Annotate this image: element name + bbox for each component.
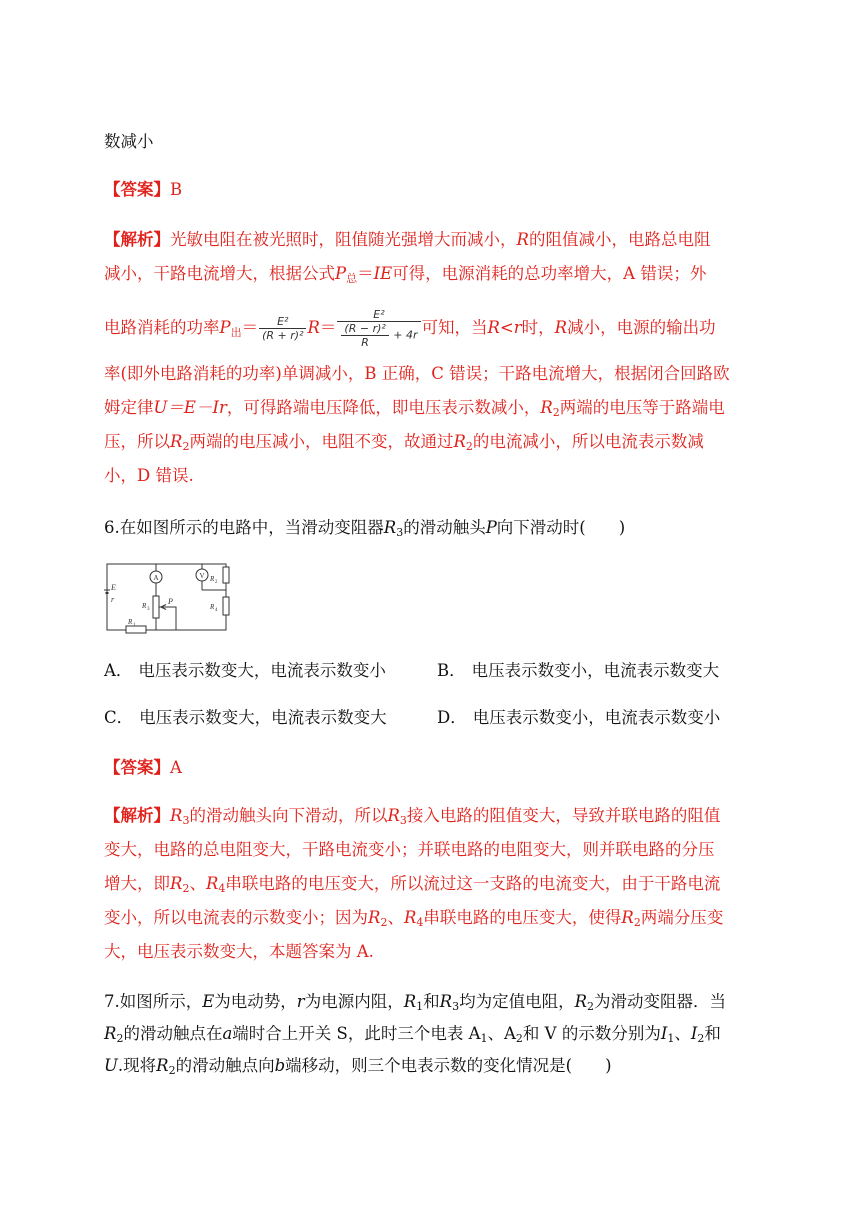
resistor-r4 — [223, 597, 229, 615]
denominator — [337, 321, 420, 349]
option-text: 电压表示数变小，电流表示数变大 — [471, 661, 720, 680]
sub: 1 — [667, 1032, 675, 1045]
text: 6.在如图所示的电路中，当滑动变阻器 — [104, 518, 384, 537]
formula: U＝E－Ir — [153, 398, 227, 417]
numerator: E² — [373, 308, 385, 321]
option-b[interactable] — [437, 659, 719, 683]
sub: 2 — [116, 1032, 124, 1045]
fraction-output-power-rearranged — [337, 308, 420, 349]
text: 增大，即 — [104, 874, 170, 893]
q6-analysis-line-2: 变大，电路的总电阻变大，干路电流变小；并联电路的电阻变大，则并联电路的分压 — [104, 840, 715, 859]
sub: 2 — [552, 406, 560, 419]
sub: 1 — [416, 1000, 424, 1013]
sub: 4 — [218, 882, 226, 895]
var: R — [554, 318, 568, 337]
option-text: 电压表示数变小，电流表示数变小 — [472, 708, 721, 727]
ammeter-label: A — [153, 574, 159, 582]
emf-label: E — [111, 583, 116, 592]
answer-tag: 【答案】 — [104, 758, 170, 777]
option-a[interactable] — [104, 659, 386, 683]
sub: 总 — [346, 272, 358, 285]
text: 、 — [189, 874, 206, 893]
var: E — [202, 992, 215, 1011]
rheostat-slider-wire — [159, 607, 176, 630]
sub: 2 — [697, 1032, 705, 1045]
continued-text: 数减小 — [104, 132, 154, 151]
q6-analysis-line-4 — [104, 906, 764, 930]
text: 两端的电压等于路端电 — [559, 398, 725, 417]
answer-tag: 【答案】 — [104, 180, 170, 199]
r2-sub: 2 — [215, 580, 218, 585]
text: 的阻值减小，电路总电阻 — [528, 230, 711, 249]
text: 可知，当 — [421, 318, 488, 337]
var: I — [690, 1024, 698, 1043]
sub: 3 — [396, 526, 404, 539]
var: R — [574, 992, 587, 1011]
option-text: 电压表示数变大，电流表示数变大 — [139, 708, 387, 727]
var: P — [219, 318, 231, 337]
text: ，可得路端电压降低，即电压表示数减小， — [226, 398, 541, 417]
var: R — [403, 992, 417, 1011]
r2-label: R — [210, 575, 215, 583]
text: 减小，干路电流增大，根据公式 — [104, 264, 335, 283]
var: R — [307, 318, 320, 337]
sub: 2 — [168, 1064, 176, 1077]
option-letter: B． — [437, 661, 466, 680]
text: 和 V 的示数分别为 — [522, 1024, 661, 1043]
sub: 出 — [230, 326, 242, 339]
r1-label: R — [128, 618, 133, 626]
var: R — [387, 806, 400, 825]
text: + 4r — [393, 328, 418, 342]
r3-sub: 3 — [147, 607, 150, 612]
q5-analysis-line-7: 小，D 错误. — [104, 466, 194, 485]
var: P — [485, 518, 497, 537]
option-text: 电压表示数变大，电流表示数变小 — [138, 661, 386, 680]
var: R — [621, 908, 634, 927]
var: R — [170, 874, 183, 893]
var: R — [156, 1056, 169, 1075]
sub: 3 — [399, 814, 407, 827]
sub: 2 — [587, 1000, 594, 1013]
q6-answer — [104, 756, 764, 780]
rheostat-r3 — [153, 596, 159, 618]
var: a — [222, 1024, 233, 1043]
analysis-tag: 【解析】 — [104, 230, 170, 249]
q7-stem-line-1 — [104, 990, 764, 1014]
text: 光敏电阻在被光照时，阻值随光强增大而减小， — [170, 230, 517, 249]
var: R — [540, 398, 553, 417]
text: 的滑动触点向 — [175, 1056, 275, 1075]
q6-analysis-line-1 — [104, 804, 764, 828]
text: 压，所以 — [104, 432, 170, 451]
var: b — [274, 1056, 286, 1075]
q6-analysis-line-5: 大，电压表示数变大，本题答案为 A. — [104, 942, 374, 961]
var: R — [368, 908, 381, 927]
text: 姆定律 — [104, 398, 154, 417]
sub: 2 — [515, 1032, 523, 1045]
text: 、 — [674, 1024, 691, 1043]
text: 向下滑动时( ) — [496, 518, 626, 537]
r4-label: R — [210, 603, 215, 611]
sub: 2 — [182, 440, 190, 453]
q7-stem-line-2 — [104, 1022, 764, 1046]
r1-sub: 1 — [133, 623, 136, 628]
text: ＝ — [241, 318, 259, 337]
text: 、 — [387, 908, 404, 927]
var: IE — [373, 264, 393, 283]
option-letter: A． — [104, 661, 133, 680]
var: R — [403, 908, 417, 927]
q5-analysis-line-2 — [104, 262, 764, 286]
sub: 3 — [452, 1000, 460, 1013]
q6-stem — [104, 516, 764, 540]
voltmeter-label: V — [199, 572, 205, 580]
sub: 3 — [182, 814, 190, 827]
text: 和 — [423, 992, 440, 1011]
q5-analysis-line-6 — [104, 430, 764, 454]
q6-analysis-line-3 — [104, 872, 764, 896]
text: 时， — [521, 318, 555, 337]
var: R — [516, 230, 529, 249]
text: 为电动势， — [214, 992, 297, 1011]
text: 减小，电源的输出功 — [567, 318, 716, 337]
r3-label: R — [142, 602, 147, 610]
circuit-diagram — [104, 562, 236, 634]
text: 接入电路的阻值变大，导致并联电路的阻值 — [406, 806, 721, 825]
analysis-tag: 【解析】 — [104, 806, 170, 825]
r4-sub: 4 — [215, 608, 218, 613]
q5-analysis-line-1 — [104, 228, 764, 252]
text: 7.如图所示， — [104, 992, 203, 1011]
var: P — [335, 264, 347, 283]
sub: 1 — [480, 1032, 488, 1045]
answer-value: B — [170, 180, 183, 199]
var: R — [104, 1024, 117, 1043]
answer-value: A — [170, 758, 182, 777]
text: .现将 — [117, 1056, 157, 1075]
var: I — [660, 1024, 668, 1043]
numerator: E² — [277, 315, 289, 328]
text: 两端分压变 — [640, 908, 724, 927]
text: 为滑动变阻器．当 — [594, 992, 726, 1011]
var: R — [383, 518, 397, 537]
fraction-output-power — [259, 315, 306, 342]
var: R<r — [487, 318, 522, 337]
sub: 2 — [633, 916, 641, 929]
numerator: (R − r)² — [344, 322, 386, 335]
var: r — [296, 992, 305, 1011]
text: 两端的电压减小，电阻不变，故通过 — [189, 432, 454, 451]
option-c[interactable] — [104, 706, 387, 730]
var: R — [170, 806, 183, 825]
sub: 2 — [182, 882, 190, 895]
text: 端移动，则三个电表示数的变化情况是( ) — [285, 1056, 612, 1075]
text: 串联电路的电压变大，使得 — [423, 908, 622, 927]
text: ＝ — [319, 318, 337, 337]
option-d[interactable] — [437, 706, 720, 730]
text: 串联电路的电压变大，所以流过这一支路的电流变大，由于干路电流 — [225, 874, 721, 893]
var: R — [205, 874, 219, 893]
q5-analysis-line-3 — [104, 308, 764, 349]
var: R — [453, 432, 466, 451]
q7-stem-line-3 — [104, 1054, 764, 1078]
text: 、A — [487, 1024, 516, 1043]
text: 和 — [704, 1024, 721, 1043]
var: R — [439, 992, 453, 1011]
text: 端时合上开关 S，此时三个电表 A — [232, 1024, 481, 1043]
var: U — [104, 1056, 118, 1075]
sub: 4 — [416, 916, 424, 929]
denominator: R — [341, 335, 388, 349]
text: 的电流减小，所以电流表示数减 — [472, 432, 704, 451]
internal-resistance-label: r — [111, 595, 115, 604]
q5-answer — [104, 178, 764, 202]
text: 电路消耗的功率 — [104, 318, 220, 337]
text: ＝ — [357, 264, 374, 283]
resistor-r1 — [126, 626, 146, 633]
text: 为电源内阻， — [304, 992, 404, 1011]
q5-analysis-line-4: 率(即外电路消耗的功率)单调减小，B 正确，C 错误；干路电流增大，根据闭合回路欧 — [104, 364, 730, 383]
slider-p-label: P — [168, 597, 173, 606]
text: 均为定值电阻， — [459, 992, 575, 1011]
text: 的滑动触头 — [403, 518, 486, 537]
sub: 2 — [380, 916, 388, 929]
text: 可得，电源消耗的总功率增大，A 错误；外 — [392, 264, 707, 283]
text: 的滑动触头向下滑动，所以 — [189, 806, 388, 825]
resistor-r2 — [223, 567, 229, 583]
var: R — [170, 432, 183, 451]
inner-fraction — [341, 322, 388, 349]
option-letter: C． — [104, 708, 134, 727]
text: 变小，所以电流表的示数变小；因为 — [104, 908, 368, 927]
q5-analysis-line-5 — [104, 396, 764, 420]
denominator: (R + r)² — [259, 328, 306, 342]
text: 的滑动触点在 — [123, 1024, 223, 1043]
sub: 2 — [465, 440, 473, 453]
option-letter: D． — [437, 708, 467, 727]
